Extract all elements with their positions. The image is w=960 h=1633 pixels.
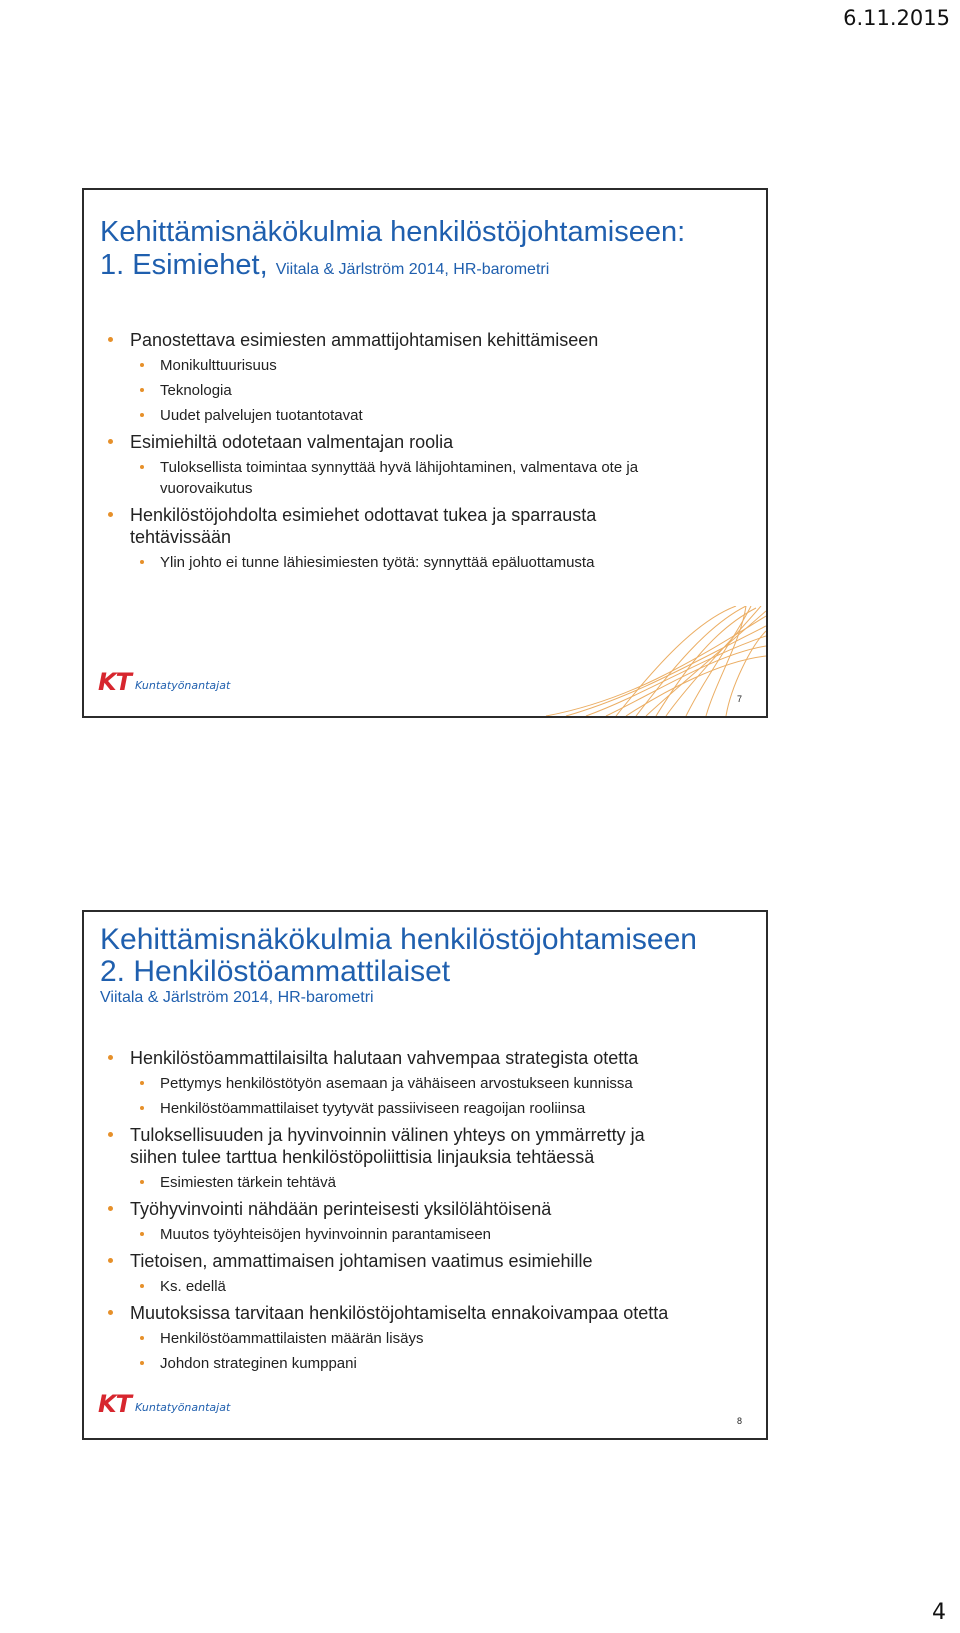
logo-mark: KT [98, 668, 131, 696]
logo-text: Kuntatyönantajat [134, 1400, 231, 1414]
sub-bullet-item: Johdon strateginen kumppani [104, 1353, 752, 1374]
sub-bullet-item: Esimiesten tärkein tehtävä [104, 1172, 752, 1193]
bullet-list [104, 1042, 752, 1374]
slide-title-line2 [100, 249, 685, 286]
sub-bullet-item: Tuloksellista toimintaa synnyttää hyvä lähijohtaminen, valmentava ote ja vuorovaikutus [104, 457, 752, 499]
sub-bullet-item: Henkilöstöammattilaiset tyytyvät passiiviseen reagoijan rooliinsa [104, 1098, 752, 1119]
bullet-item: Muutoksissa tarvitaan henkilöstöjohtamiselta ennakoivampaa otetta [104, 1302, 752, 1324]
bullet-item: Työhyvinvointi nähdään perinteisesti yksilölähtöisenä [104, 1198, 752, 1220]
bullet-item: Tuloksellisuuden ja hyvinvoinnin välinen yhteys on ymmärretty ja siihen tulee tarttua henkilöstöpoliittisia linjauksia tehtäessä [104, 1124, 752, 1168]
bullet-item: Tietoisen, ammattimaisen johtamisen vaatimus esimiehille [104, 1250, 752, 1272]
slide-8 [82, 910, 768, 1440]
sub-bullet-item: Teknologia [104, 380, 752, 401]
bullet-item: Panostettava esimiesten ammattijohtamisen kehittämiseen [104, 329, 752, 351]
decorative-curves-icon [506, 606, 766, 716]
logo-mark: KT [98, 1390, 131, 1418]
logo-text: Kuntatyönantajat [134, 678, 231, 692]
kuntatyonantajat-logo [98, 670, 230, 694]
slide-title [100, 924, 697, 1008]
sub-bullet-item: Muutos työyhteisöjen hyvinvoinnin parantamiseen [104, 1224, 752, 1245]
sub-bullet-item: Ylin johto ei tunne lähiesimiesten työtä: synnyttää epäluottamusta [104, 552, 752, 573]
slide-title-line1: Kehittämisnäkökulmia henkilöstöjohtamiseen: [100, 216, 686, 248]
sub-bullet-item: Ks. edellä [104, 1276, 752, 1297]
slide-title-line1: Kehittämisnäkökulmia henkilöstöjohtamiseen [100, 923, 697, 956]
slide-number: 7 [736, 694, 742, 704]
slide-title [100, 216, 685, 286]
bullet-list [104, 324, 752, 573]
sub-bullet-item: Henkilöstöammattilaisten määrän lisäys [104, 1328, 752, 1349]
page-number: 4 [932, 1600, 946, 1625]
slide-number: 8 [736, 1416, 742, 1426]
slide-title-source: Viitala & Järlström 2014, HR-barometri [275, 261, 550, 278]
slide-7 [82, 188, 768, 718]
sub-bullet-item: Monikulttuurisuus [104, 355, 752, 376]
slide-title-line2: 2. Henkilöstöammattilaiset [100, 955, 451, 988]
kuntatyonantajat-logo [98, 1392, 230, 1416]
slide-subtitle: Viitala & Järlström 2014, HR-barometri [100, 989, 374, 1006]
slide-title-main: 1. Esimiehet, [100, 249, 268, 281]
bullet-item: Esimiehiltä odotetaan valmentajan roolia [104, 431, 752, 453]
bullet-item: Henkilöstöjohdolta esimiehet odottavat tukea ja sparrausta tehtävissään [104, 504, 752, 548]
page-date: 6.11.2015 [843, 6, 950, 30]
bullet-item: Henkilöstöammattilaisilta halutaan vahvempaa strategista otetta [104, 1047, 752, 1069]
sub-bullet-item: Pettymys henkilöstötyön asemaan ja vähäiseen arvostukseen kunnissa [104, 1073, 752, 1094]
sub-bullet-item: Uudet palvelujen tuotantotavat [104, 405, 752, 426]
